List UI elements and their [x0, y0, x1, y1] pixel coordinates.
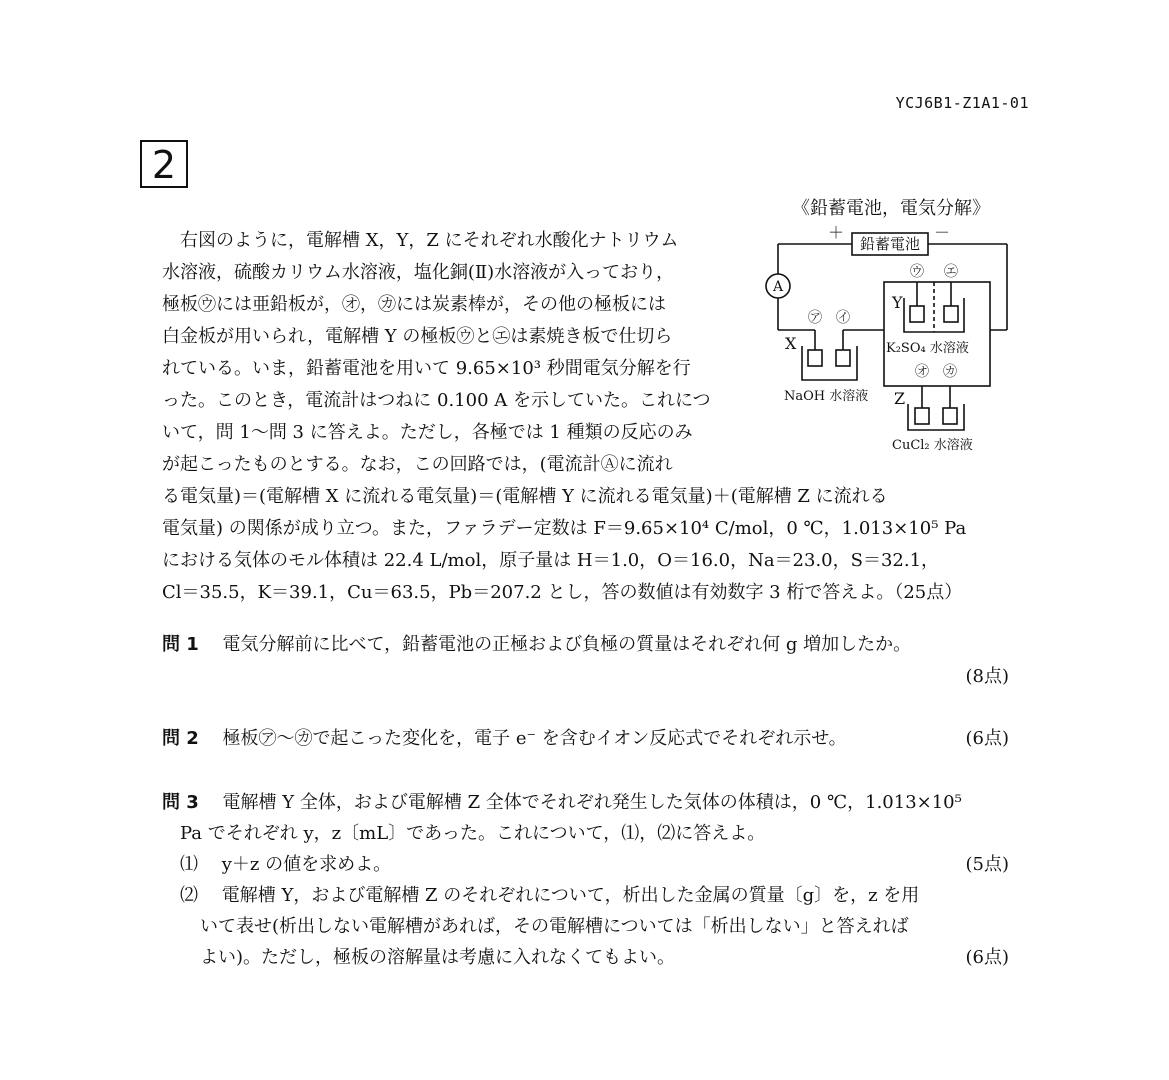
q2-points: (6点) — [965, 728, 1009, 749]
circuit-diagram — [760, 218, 1020, 468]
electrode-ka-label: ㋕ — [943, 364, 957, 380]
intro-line: った。このとき，電流計はつねに 0.100 A を示していた。これにつ — [162, 390, 711, 411]
electrode-o-label: ㋔ — [915, 364, 929, 380]
intro-line: いて，問 1～問 3 に答えよ。ただし，各極では 1 種類の反応のみ — [162, 422, 693, 443]
q2-line — [162, 724, 847, 750]
topic-title: 《鉛蓄電池，電気分解》 — [792, 198, 990, 219]
intro-line: Cl＝35.5，K＝39.1，Cu＝63.5，Pb＝207.2 とし，答の数値は有効数字 3 桁で答えよ。（25点） — [162, 582, 963, 603]
q3-sub2-line2: いて表せ(析出しない電解槽があれば，その電解槽については「析出しない」と答えれば — [200, 916, 909, 937]
q3-sub2-line3: よい)。ただし，極板の溶解量は考慮に入れなくてもよい。 — [200, 947, 676, 968]
q1-text: 電気分解前に比べて，鉛蓄電池の正極および負極の質量はそれぞれ何 g 増加したか。 — [222, 634, 912, 655]
solution-z-label: CuCl₂ 水溶液 — [892, 438, 973, 453]
q3-sub1-line — [180, 850, 391, 876]
intro-line: 極板㋒には亜鉛板が，㋔，㋕には炭素棒が，その他の極板には — [162, 294, 666, 315]
intro-line: れている。いま，鉛蓄電池を用いて 9.65×10³ 秒間電気分解を行 — [162, 358, 691, 379]
q3-sub2-points: (6点) — [965, 947, 1009, 968]
q1-line — [162, 630, 911, 656]
battery-label: 鉛蓄電池 — [859, 235, 921, 253]
intro-line: 右図のように，電解槽 X，Y，Z にそれぞれ水酸化ナトリウム — [162, 230, 679, 251]
electrode-i-label: ㋑ — [836, 310, 850, 326]
ammeter-label: A — [772, 279, 784, 295]
tank-x-label: X — [785, 334, 797, 353]
q3-sub2-text: 電解槽 Y，および電解槽 Z のそれぞれについて，析出した金属の質量〔g〕を，z を用 — [221, 885, 920, 906]
intro-line: る電気量)＝(電解槽 X に流れる電気量)＝(電解槽 Y に流れる電気量)＋(電解槽 Z に流れる — [162, 486, 888, 507]
q3-text: 電解槽 Y 全体，および電解槽 Z 全体でそれぞれ発生した気体の体積は，0 ℃，1.013×10⁵ — [222, 792, 962, 813]
solution-y-label: K₂SO₄ 水溶液 — [886, 341, 969, 356]
q3-sub1-text: y＋z の値を求めよ。 — [221, 854, 392, 875]
intro-line: 水溶液，硫酸カリウム水溶液，塩化銅(Ⅱ)水溶液が入っており， — [162, 262, 675, 283]
tank-z-label: Z — [894, 389, 906, 408]
electrode-u-label: ㋒ — [910, 264, 924, 280]
q3-sub2-line — [180, 881, 919, 907]
solution-x-label: NaOH 水溶液 — [784, 389, 869, 404]
electrode-a-label: ㋐ — [808, 310, 822, 326]
question-number-box: 2 — [140, 140, 188, 188]
intro-line: 白金板が用いられ，電解槽 Y の極板㋒と㋓は素焼き板で仕切ら — [162, 326, 673, 347]
q3-line — [162, 788, 962, 814]
minus-sign: － — [933, 223, 951, 242]
intro-line: 電気量) の関係が成り立つ。また，ファラデー定数は F＝9.65×10⁴ C/mol，0 ℃，1.013×10⁵ Pa — [162, 518, 967, 539]
q3-label: 問 3 — [162, 792, 199, 813]
q3-sub2-label: ⑵ — [180, 885, 198, 906]
q3-text-line2: Pa でそれぞれ y，z〔mL〕であった。これについて，⑴，⑵に答えよ。 — [180, 823, 766, 844]
q1-points: (8点) — [965, 666, 1009, 687]
q3-sub1-points: (5点) — [965, 854, 1009, 875]
q3-sub1-label: ⑴ — [180, 854, 198, 875]
q2-label: 問 2 — [162, 728, 199, 749]
tank-y-label: Y — [892, 293, 903, 312]
plus-sign: ＋ — [827, 223, 845, 242]
electrode-e-label: ㋓ — [944, 264, 958, 280]
document-code: YCJ6B1-Z1A1-01 — [895, 94, 1029, 112]
intro-line: における気体のモル体積は 22.4 L/mol，原子量は H＝1.0，O＝16.0，Na＝23.0，S＝32.1， — [162, 550, 940, 571]
q1-label: 問 1 — [162, 634, 199, 655]
q2-text: 極板㋐～㋕で起こった変化を，電子 e⁻ を含むイオン反応式でそれぞれ示せ。 — [222, 728, 847, 749]
intro-line: が起こったものとする。なお，この回路では，(電流計Ⓐに流れ — [162, 454, 673, 475]
